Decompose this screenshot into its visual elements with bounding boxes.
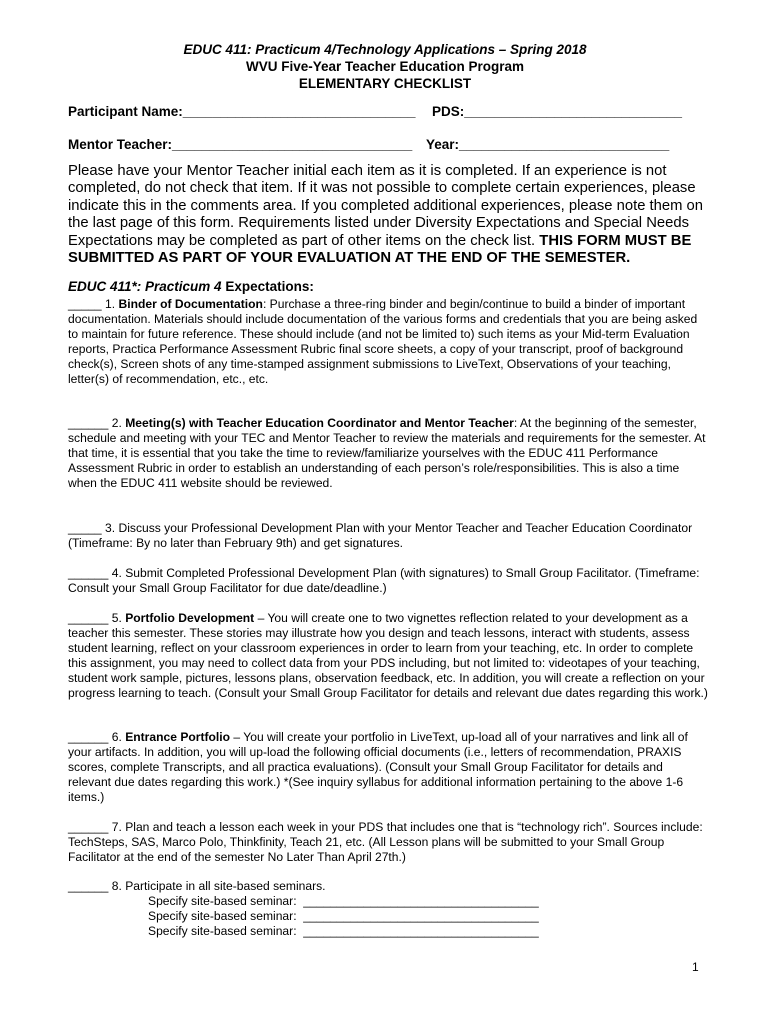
initial-blank[interactable]: ______	[68, 730, 109, 744]
seminar-field[interactable]: Specify site-based seminar: ___________________________________	[148, 924, 539, 938]
item-number: 1.	[105, 297, 116, 311]
pds-field[interactable]: PDS:_____________________________	[432, 104, 682, 119]
item-title: Binder of Documentation	[118, 297, 263, 311]
initial-blank[interactable]: ______	[68, 566, 109, 580]
seminar-field[interactable]: Specify site-based seminar: ___________________________________	[148, 909, 539, 923]
item-text: – You will create one to two vignettes reflection related to your development as a teacher this semester. These stories may illustrate how you design and teach lessons, interact with students, assess student learning, reflect on your classroom experiences in order to learn from your teaching, etc. In order to complete this assignment, you may need to collect data from your PDS including, but not limited to: videotapes of your teaching, student work sample, pictures, lessons plans, observation feedback, etc. In addition, you will create a reflection on your progress learning to teach. (Consult your Small Group Facilitator for details and relevant due dates regarding this work.)	[68, 611, 708, 700]
initial-blank[interactable]: ______	[68, 879, 109, 893]
checklist-item-2	[68, 416, 708, 491]
item-text: Plan and teach a lesson each week in your PDS that includes one that is “technology rich”. Sources include: TechSteps, SAS, Marco Polo, Thinkfinity, Teach 21, etc. (All Lesson plans will be submitted to your Small Group Facilitator at the end of the semester No Later Than April 27th.)	[68, 820, 703, 864]
item-title: Entrance Portfolio	[125, 730, 231, 744]
checklist-item-7	[68, 820, 708, 865]
seminar-field[interactable]: Specify site-based seminar: ___________________________________	[148, 894, 539, 908]
instructions-paragraph	[68, 163, 708, 267]
item-number: 2.	[111, 416, 122, 430]
checklist-item-4	[68, 566, 708, 596]
item-text: : Purchase a three-ring binder and begin/continue to build a binder of important documentation. Materials should include documentation of the various forms and credentials that you are being asked to maintain for future reference. These should include (and not be limited to) such items as your Mid-term Evaluation reports, Practica Performance Assessment Rubric final score sheets, a copy of your transcript, proof of background check(s), Screen shots of any time-stamped assignment submissions to LiveText, Observations of your teaching, letter(s) of recommendation, etc., etc.	[68, 297, 698, 386]
seminar-list	[148, 894, 708, 939]
item-number: 6.	[111, 730, 122, 744]
section-heading-course: EDUC 411*: Practicum 4	[68, 279, 222, 294]
item-number: 3.	[105, 521, 116, 535]
year-field[interactable]: Year:____________________________	[426, 137, 670, 152]
section-heading	[68, 279, 314, 294]
item-text: Participate in all site-based seminars.	[125, 879, 326, 893]
initial-blank[interactable]: ______	[68, 820, 109, 834]
participant-name-field[interactable]: Participant Name:_______________________________	[68, 104, 416, 119]
checklist-title: ELEMENTARY CHECKLIST	[298, 76, 472, 91]
item-title: Portfolio Development	[125, 611, 255, 625]
initial-blank[interactable]: ______	[68, 611, 109, 625]
course-title: EDUC 411: Practicum 4/Technology Applications – Spring 2018	[183, 42, 587, 57]
page-number: 1	[692, 960, 699, 974]
section-heading-rest: Expectations:	[221, 279, 314, 294]
item-text: Discuss your Professional Development Plan with your Mentor Teacher and Teacher Education Coordinator (Timeframe: By no later than February 9th) and get signatures.	[68, 521, 693, 550]
checklist-item-1	[68, 297, 708, 387]
item-text: Submit Completed Professional Development Plan (with signatures) to Small Group Facilitator. (Timeframe: Consult your Small Group Facilitator for due date/deadline.)	[68, 566, 700, 595]
item-number: 8.	[111, 879, 122, 893]
checklist-item-5	[68, 611, 708, 701]
item-text: : At the beginning of the semester, schedule and meeting with your TEC and Mentor Teacher to review the materials and requirements for the semester. At that time, it is essential that you take the time to review/familiarize yourselves with the EDUC 411 Performance Assessment Rubric in order to establish an understanding of each person’s role/responsibilities. This is also a time when the EDUC 411 website should be reviewed.	[68, 416, 706, 490]
checklist-item-6	[68, 730, 708, 805]
mentor-teacher-field[interactable]: Mentor Teacher:________________________________	[68, 137, 413, 152]
item-number: 4.	[111, 566, 122, 580]
initial-blank[interactable]: _____	[68, 521, 102, 535]
item-title: Meeting(s) with Teacher Education Coordinator and Mentor Teacher	[125, 416, 514, 430]
checklist-item-8	[68, 879, 708, 894]
item-number: 5.	[111, 611, 122, 625]
instructions-text: Please have your Mentor Teacher initial each item as it is completed. If an experience is not completed, do not check that item. If it was not possible to complete certain experiences, please indicate this in the comments area. If you completed additional experiences, please note them on the last page of this form. Requirements listed under Diversity Expectations and Special Needs Expectations may be completed as part of other items on the check list.	[68, 163, 703, 249]
item-text: – You will create your portfolio in LiveText, up-load all of your narratives and link all of your artifacts. In addition, you will up-load the following official documents (i.e., letters of recommendation, PRAXIS scores, complete Transcripts, and all practica evaluations). (Consult your Small Group Facilitator for details and relevant due dates regarding this work.) *(See inquiry syllabus for additional information pertaining to the above 1-6 items.)	[68, 730, 688, 804]
initial-blank[interactable]: _____	[68, 297, 102, 311]
initial-blank[interactable]: ______	[68, 416, 109, 430]
program-title: WVU Five-Year Teacher Education Program	[245, 59, 525, 74]
item-number: 7.	[111, 820, 122, 834]
checklist-item-3	[68, 521, 708, 551]
instructions-emphasis: THIS FORM MUST BE SUBMITTED AS PART OF YOUR EVALUATION AT THE END OF THE SEMESTER.	[68, 232, 692, 267]
